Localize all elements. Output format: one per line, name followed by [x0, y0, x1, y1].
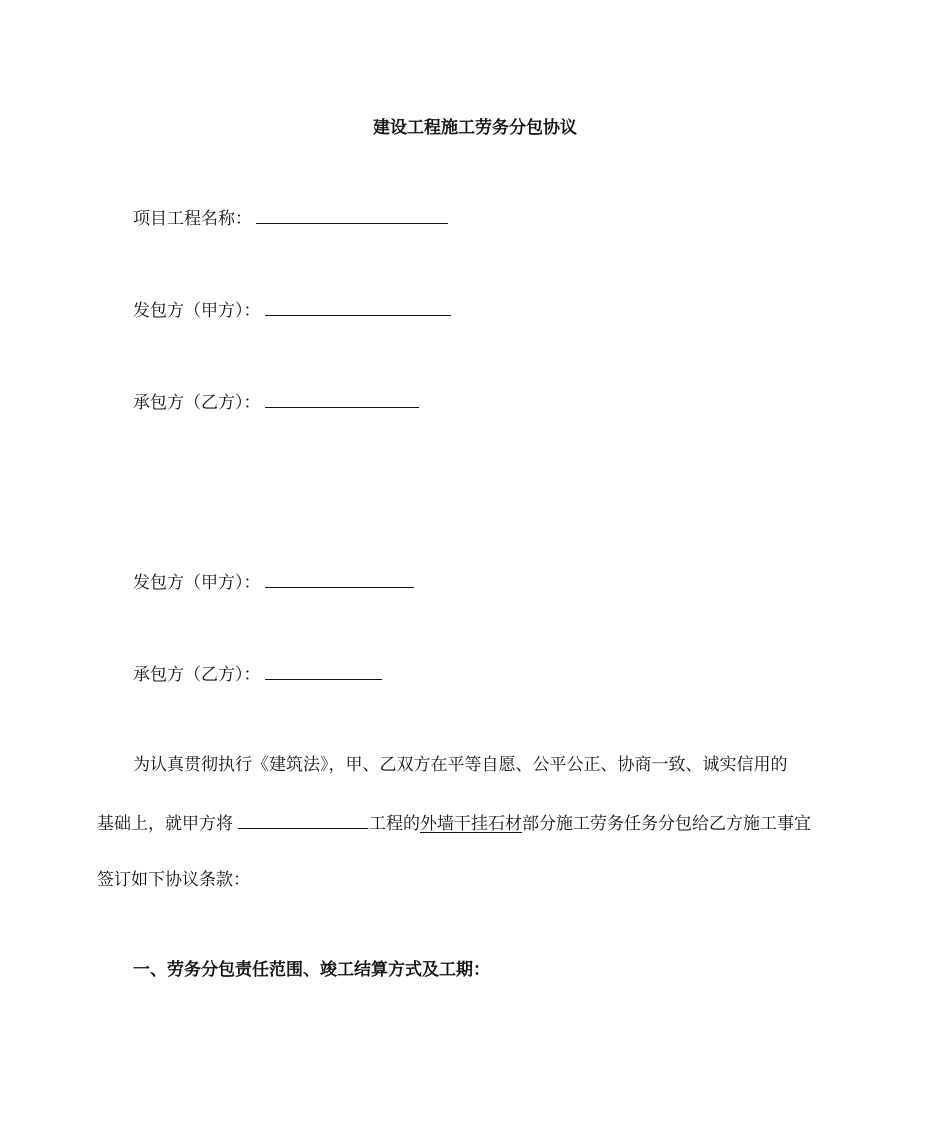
intro-line-2-start: 基础上，就甲方将	[97, 814, 233, 834]
intro-line-1: 为认真贯彻执行《建筑法》，甲、乙双方在平等自愿、公平公正、协商一致、诚实信用的	[133, 755, 788, 775]
intro-line-2-middle: 工程的	[369, 814, 420, 834]
party-b-blank-1	[265, 390, 419, 408]
project-name-label: 项目工程名称：	[133, 209, 252, 229]
party-b-field-1	[133, 390, 419, 415]
party-a-label-1: 发包方（甲方）：	[133, 301, 261, 321]
project-blank-inline	[238, 811, 368, 829]
party-b-blank-2	[265, 662, 382, 680]
intro-line-3: 签订如下协议条款：	[97, 870, 250, 890]
party-b-field-2	[133, 662, 382, 687]
scope-underlined: 外墙干挂石材	[420, 814, 522, 834]
intro-line-2-end: 部分施工劳务任务分包给乙方施工事宜	[522, 814, 811, 834]
project-name-field	[133, 206, 448, 231]
intro-line-2	[97, 811, 811, 836]
party-a-blank-1	[265, 298, 451, 316]
party-b-label-1: 承包方（乙方）：	[133, 393, 261, 413]
party-b-label-2: 承包方（乙方）：	[133, 665, 261, 685]
party-a-blank-2	[265, 570, 414, 588]
party-a-field-1	[133, 298, 451, 323]
document-title: 建设工程施工劳务分包协议	[373, 118, 577, 138]
project-name-blank	[256, 206, 448, 224]
party-a-field-2	[133, 570, 414, 595]
party-a-label-2: 发包方（甲方）：	[133, 573, 261, 593]
section-1-heading: 一、劳务分包责任范围、竣工结算方式及工期：	[133, 960, 490, 980]
